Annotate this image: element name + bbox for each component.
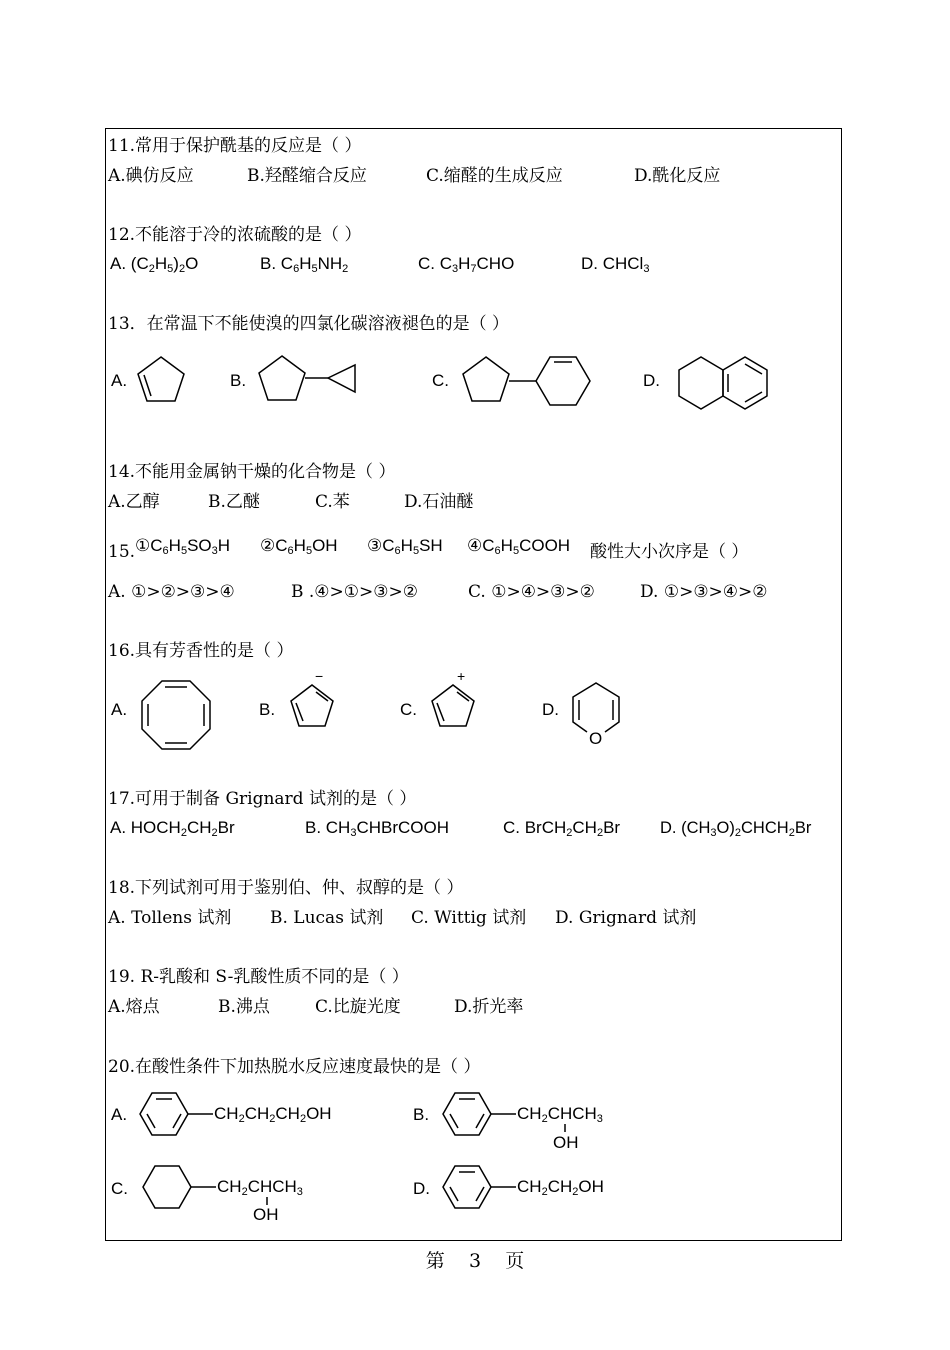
q18-option-b: B. Lucas 试剂 (270, 908, 384, 928)
q20-a-benzene-structure (140, 1093, 213, 1135)
q20-label-d: D. (413, 1179, 430, 1198)
q15-stem-tail: 酸性大小次序是（ ） (590, 542, 749, 562)
q20-d-benzene-structure (443, 1166, 516, 1208)
q13-label-a: A. (111, 371, 128, 390)
q16-minus-charge: − (315, 668, 324, 684)
q18-option-a: A. Tollens 试剂 (108, 908, 232, 928)
q15-option-a: A. ①>②>③>④ (108, 582, 235, 602)
q13-label-c: C. (432, 371, 449, 390)
q16-label-a: A. (111, 700, 128, 719)
q16-cyclopentadienyl-anion-structure (291, 685, 333, 726)
q16-plus-charge: + (457, 668, 466, 684)
q11-option-b: B.羟醛缩合反应 (247, 166, 367, 186)
q20-label-c: C. (111, 1179, 128, 1198)
q19-option-c: C.比旋光度 (315, 997, 401, 1017)
q15-option-d: D. ①>③>④>② (640, 582, 768, 602)
q16-label-d: D. (542, 700, 559, 719)
q20-c-hydroxyl: OH (253, 1205, 279, 1224)
q13-label-b: B. (230, 371, 247, 390)
q13-tetralin-structure (679, 357, 767, 409)
q13-stem: 13．在常温下不能使溴的四氯化碳溶液褪色的是（ ） (108, 314, 510, 334)
q20-label-a: A. (111, 1105, 128, 1124)
q12-option-a: A. $(C_2H_5)_2O$ (110, 254, 199, 275)
q15-compound-3: $③C_6H_5SH$ (367, 536, 443, 557)
q14-stem: 14.不能用金属钠干燥的化合物是（ ） (108, 462, 396, 482)
q16-label-b: B. (259, 700, 276, 719)
q13-cyclopentene-structure (138, 357, 184, 401)
q16-cyclooctatetraene-structure (142, 681, 210, 749)
q16-label-c: C. (400, 700, 417, 719)
q20-c-chain: $CH_2CHCH_3$ (217, 1177, 303, 1198)
q19-option-b: B.沸点 (218, 997, 270, 1017)
q17-option-c: C. $BrCH_2CH_2Br$ (503, 818, 621, 839)
q18-option-d: D. Grignard 试剂 (555, 908, 697, 928)
q11-option-d: D.酰化反应 (634, 166, 721, 186)
q12-option-c: C. $C_3H_7CHO$ (418, 254, 515, 275)
q12-option-b: B. $C_6H_5NH_2$ (260, 254, 349, 275)
q12-option-d: D. CHCl$_3$ (581, 254, 650, 275)
q20-b-chain: $CH_2CHCH_3$ (517, 1104, 603, 1125)
q13-cyclopentylcyclopropane-structure (259, 356, 355, 400)
q11-stem: 11.常用于保护酰基的反应是（ ） (108, 136, 362, 156)
q16-stem: 16.具有芳香性的是（ ） (108, 641, 294, 661)
q15-number: 15. (108, 542, 136, 562)
q13-label-d: D. (643, 371, 660, 390)
q15-option-b: B .④>①>③>② (291, 582, 418, 602)
q19-option-a: A.熔点 (108, 997, 160, 1017)
q19-option-d: D.折光率 (454, 997, 524, 1017)
q16-cyclopentadienyl-cation-structure (432, 685, 474, 726)
q20-b-hydroxyl: OH (553, 1133, 579, 1152)
q17-option-d: D. $(CH_3O)_2CHCH_2Br$ (660, 819, 812, 839)
q16-oxygen-atom: O (589, 729, 603, 748)
q20-stem: 20.在酸性条件下加热脱水反应速度最快的是（ ） (108, 1057, 481, 1077)
q17-option-a: A. $HOCH_2CH_2Br$ (110, 818, 235, 839)
q15-option-c: C. ①>④>③>② (468, 582, 595, 602)
q14-option-d: D.石油醚 (404, 492, 474, 512)
q20-d-chain: $CH_2CH_2OH$ (517, 1177, 604, 1198)
q15-compound-4: $④C_6H_5COOH$ (467, 536, 571, 557)
q18-option-c: C. Wittig 试剂 (411, 908, 527, 928)
q16-pyran-structure (573, 683, 619, 732)
q13-cyclopentylcyclohexene-structure (463, 357, 590, 405)
q11-option-c: C.缩醛的生成反应 (426, 166, 563, 186)
q14-option-c: C.苯 (315, 492, 350, 512)
q19-stem: 19. R-乳酸和 S-乳酸性质不同的是（ ） (108, 967, 409, 987)
page-number: 第 3 页 (425, 1250, 525, 1272)
q12-stem: 12.不能溶于冷的浓硫酸的是（ ） (108, 225, 362, 245)
q18-stem: 18.下列试剂可用于鉴别伯、仲、叔醇的是（ ） (108, 878, 464, 898)
q15-compound-1: $①C_6H_5SO_3H$ (135, 536, 231, 557)
q11-option-a: A.碘仿反应 (108, 166, 194, 186)
q14-option-a: A.乙醇 (108, 492, 160, 512)
q15-compound-2: $②C_6H_5OH$ (260, 536, 338, 557)
q20-a-chain: $CH_2CH_2CH_2OH$ (214, 1104, 332, 1125)
q20-label-b: B. (413, 1105, 430, 1124)
q17-stem: 17.可用于制备 Grignard 试剂的是（ ） (108, 789, 417, 809)
q17-option-b: B. $CH_3CHBrCOOH$ (305, 818, 450, 839)
q14-option-b: B.乙醚 (208, 492, 260, 512)
